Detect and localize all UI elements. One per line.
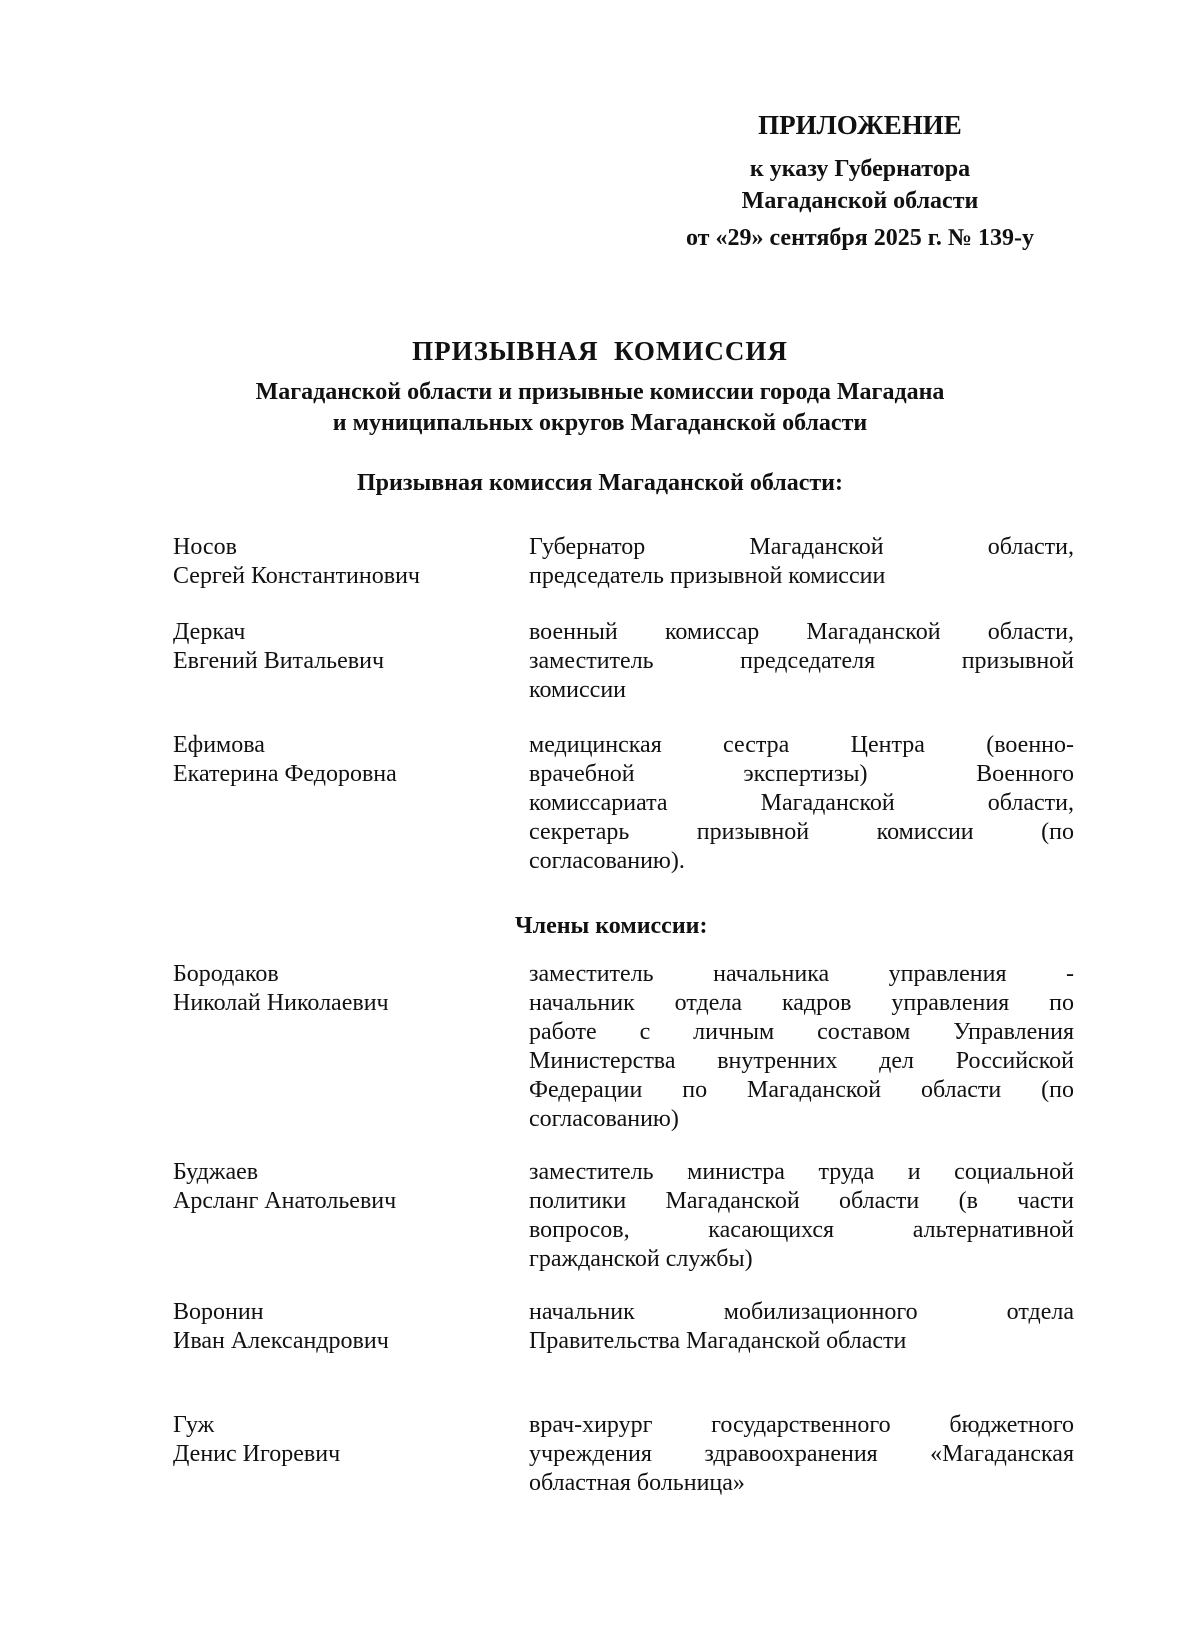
role-line: заместитель председателя призывной — [529, 648, 1074, 674]
member-given-names: Николай Николаевич — [173, 990, 389, 1016]
member-surname: Бородаков — [173, 961, 279, 987]
section-heading-text: Призывная комиссия Магаданской области: — [357, 470, 843, 496]
decree-reference — [640, 153, 1080, 217]
member-role — [529, 1298, 1074, 1356]
role-line: работе с личным составом Управления — [529, 1019, 1074, 1045]
decree-date-number: от «29» сентября 2025 г. № 139-у — [686, 225, 1034, 251]
member-role — [529, 1411, 1074, 1498]
role-line: Губернатор Магаданской области, — [529, 534, 1074, 560]
role-line: областная больница» — [529, 1470, 745, 1496]
member-role — [529, 1158, 1074, 1274]
role-line: врачебной экспертизы) Военного — [529, 761, 1074, 787]
role-line: согласованию). — [529, 848, 685, 874]
member-name — [173, 1411, 493, 1469]
role-line: комиссариата Магаданской области, — [529, 790, 1074, 816]
role-line: учреждения здравоохранения «Магаданская — [529, 1441, 1074, 1467]
member-name — [173, 1298, 493, 1356]
decree-date — [640, 222, 1080, 254]
role-line: военный комиссар Магаданской области, — [529, 619, 1074, 645]
decree-line-1: к указу Губернатора — [749, 156, 971, 182]
document-title — [0, 336, 1200, 367]
subtitle-line-1: Магаданской области и призывные комиссии города Магадана — [255, 379, 945, 405]
member-role — [529, 618, 1074, 705]
member-role — [529, 533, 1074, 591]
role-line: гражданской службы) — [529, 1246, 753, 1272]
role-line: начальник отдела кадров управления по — [529, 990, 1074, 1016]
role-line: согласованию) — [529, 1106, 679, 1132]
member-name — [173, 731, 493, 789]
role-line: Правительства Магаданской области — [529, 1328, 907, 1354]
member-name — [173, 1158, 493, 1216]
member-name — [173, 533, 493, 591]
role-line: медицинская сестра Центра (военно- — [529, 732, 1074, 758]
member-name — [173, 960, 493, 1018]
appendix-header — [640, 110, 1080, 141]
member-surname: Ефимова — [173, 732, 265, 758]
title-main: ПРИЗЫВНАЯ КОМИССИЯ — [412, 336, 788, 366]
member-role — [529, 960, 1074, 1134]
role-line: политики Магаданской области (в части — [529, 1188, 1074, 1214]
role-line: председатель призывной комиссии — [529, 563, 886, 589]
document-subtitle — [0, 377, 1200, 439]
member-given-names: Сергей Константинович — [173, 563, 420, 589]
role-line: комиссии — [529, 677, 627, 703]
member-given-names: Иван Александрович — [173, 1328, 389, 1354]
role-line: заместитель начальника управления - — [529, 961, 1074, 987]
member-given-names: Арсланг Анатольевич — [173, 1188, 397, 1214]
role-line: начальник мобилизационного отдела — [529, 1299, 1074, 1325]
role-line: Федерации по Магаданской области (по — [529, 1077, 1074, 1103]
member-given-names: Екатерина Федоровна — [173, 761, 397, 787]
role-line: Министерства внутренних дел Российской — [529, 1048, 1074, 1074]
members-heading: Члены комиссии: — [515, 913, 708, 939]
role-line: заместитель министра труда и социальной — [529, 1159, 1074, 1185]
member-surname: Носов — [173, 534, 237, 560]
section-heading — [0, 470, 1200, 497]
role-line: секретарь призывной комиссии (по — [529, 819, 1074, 845]
role-line: вопросов, касающихся альтернативной — [529, 1217, 1074, 1243]
decree-line-2: Магаданской области — [741, 188, 979, 214]
member-surname: Буджаев — [173, 1159, 259, 1185]
member-given-names: Денис Игоревич — [173, 1441, 341, 1467]
subtitle-line-2: и муниципальных округов Магаданской области — [332, 410, 868, 436]
member-given-names: Евгений Витальевич — [173, 648, 385, 674]
appendix-label: ПРИЛОЖЕНИЕ — [758, 110, 962, 140]
member-name — [173, 618, 493, 676]
role-line: врач-хирург государственного бюджетного — [529, 1412, 1074, 1438]
member-surname: Гуж — [173, 1412, 215, 1438]
member-role — [529, 731, 1074, 876]
member-surname: Воронин — [173, 1299, 264, 1325]
member-surname: Деркач — [173, 619, 246, 645]
